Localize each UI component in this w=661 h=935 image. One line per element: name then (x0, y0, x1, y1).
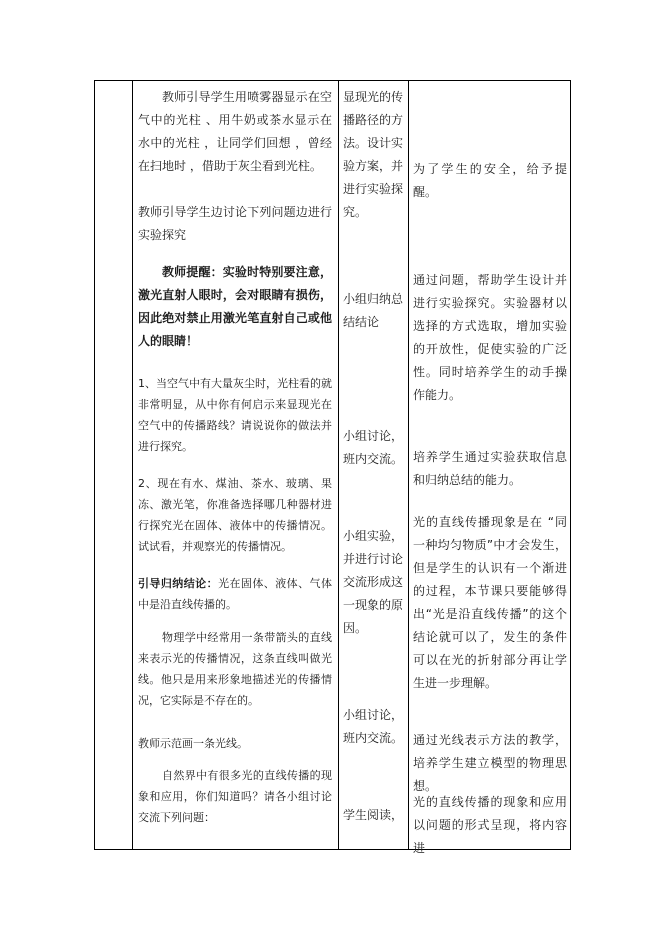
lesson-table (94, 80, 571, 855)
paragraph: 通过光线表示方法的教学，培养学生建立模型的物理思想。 (413, 733, 567, 793)
paragraph: 教师提醒：实验时特别要注意，激光直射人眼时，会对眼睛有损伤，因此绝对禁止用激光笔直射自己或他人的眼睛！ (138, 265, 332, 348)
group-discussion-prompt (138, 765, 332, 828)
paragraph: 自然界中有很多光的直线传播的现象和应用，你们知道吗？请各小组讨论交流下列问题： (138, 769, 332, 824)
column-divider (408, 81, 409, 849)
teacher-demo (138, 733, 332, 754)
rationale-5 (413, 729, 567, 798)
column-divider (132, 81, 133, 849)
column-divider (338, 81, 339, 849)
paragraph: 小组归纳总结结论 (343, 292, 404, 329)
question-2 (138, 473, 332, 557)
paragraph: 学生阅读， (343, 808, 404, 822)
paragraph: 2、现在有水、煤油、茶水、玻璃、果冻、激光笔，你准备选择哪几种器材进行探究光在固体、液体中的传播情况。试试看，并观察光的传播情况。 (138, 477, 332, 553)
student-activity-4 (343, 525, 403, 640)
paragraph: 小组讨论，班内交流。 (343, 708, 404, 745)
rationale-3 (413, 446, 567, 492)
teacher-activity-p2 (138, 201, 332, 247)
paragraph: 教师示范画一条光线。 (138, 737, 248, 750)
paragraph: 为了学生的安全，给予提醒。 (413, 162, 567, 199)
conclusion-text: 光在固体、液体、气体中是沿直线传播的。 (138, 577, 332, 611)
student-activity-2 (343, 288, 403, 334)
question-1 (138, 373, 332, 457)
paragraph: 通过问题，帮助学生设计并进行实验探究。实验器材以选择的方式选取，增加实验的开放性，促使实验的广泛性。同时培养学生的动手操作能力。 (413, 273, 567, 402)
student-activity-1 (343, 86, 403, 224)
rationale-2 (413, 269, 567, 407)
paragraph: 教师引导学生边讨论下列问题边进行实验探究 (138, 205, 332, 242)
teacher-reminder (138, 261, 332, 353)
paragraph: 1、当空气中有大量灰尘时，光柱看的就非常明显，从中你有何启示来显现光在空气中的传播路线？请说说你的做法并进行探究。 (138, 377, 332, 453)
student-activity-3 (343, 425, 403, 471)
paragraph: 小组实验，并进行讨论交流形成这一现象的原因。 (343, 529, 404, 635)
paragraph: 光的直线传播的现象和应用以问题的形式呈现，将内容进 (413, 795, 567, 855)
student-activity-6 (343, 804, 403, 827)
paragraph: 小组讨论，班内交流。 (343, 429, 404, 466)
rationale-1 (413, 158, 567, 204)
conclusion-label: 引导归纳结论： (138, 577, 219, 590)
paragraph: 光的直线传播现象是在 “同一种均匀物质”中才会发生，但是学生的认识有一个渐进的过程，本节课只要能够得出“光是沿直线传播”的这个结论就可以了，发生的条件可以在光的折射部分再让学生进一步理解。 (413, 515, 567, 690)
paragraph: 教师引导学生用喷雾器显示在空气中的光柱 、用牛奶或茶水显示在水中的光柱 ，让同学们回想 ，曾经在扫地时 ，借助于灰尘看到光柱。 (138, 90, 332, 173)
paragraph: 培养学生通过实验获取信息和归纳总结的能力。 (413, 450, 567, 487)
paragraph: 显现光的传播路径的方法。设计实验方案，并进行实验探究。 (343, 90, 404, 219)
rationale-6 (413, 791, 567, 860)
teacher-activity-p1 (138, 86, 332, 178)
conclusion (138, 573, 332, 615)
paragraph: 物理学中经常用一条带箭头的直线来表示光的传播情况，这条直线叫做光线。他只是用来形象地描述光的传播情况，它实际是不存在的。 (138, 631, 332, 707)
light-ray-definition (138, 627, 332, 711)
rationale-4 (413, 511, 567, 695)
student-activity-5 (343, 704, 403, 750)
